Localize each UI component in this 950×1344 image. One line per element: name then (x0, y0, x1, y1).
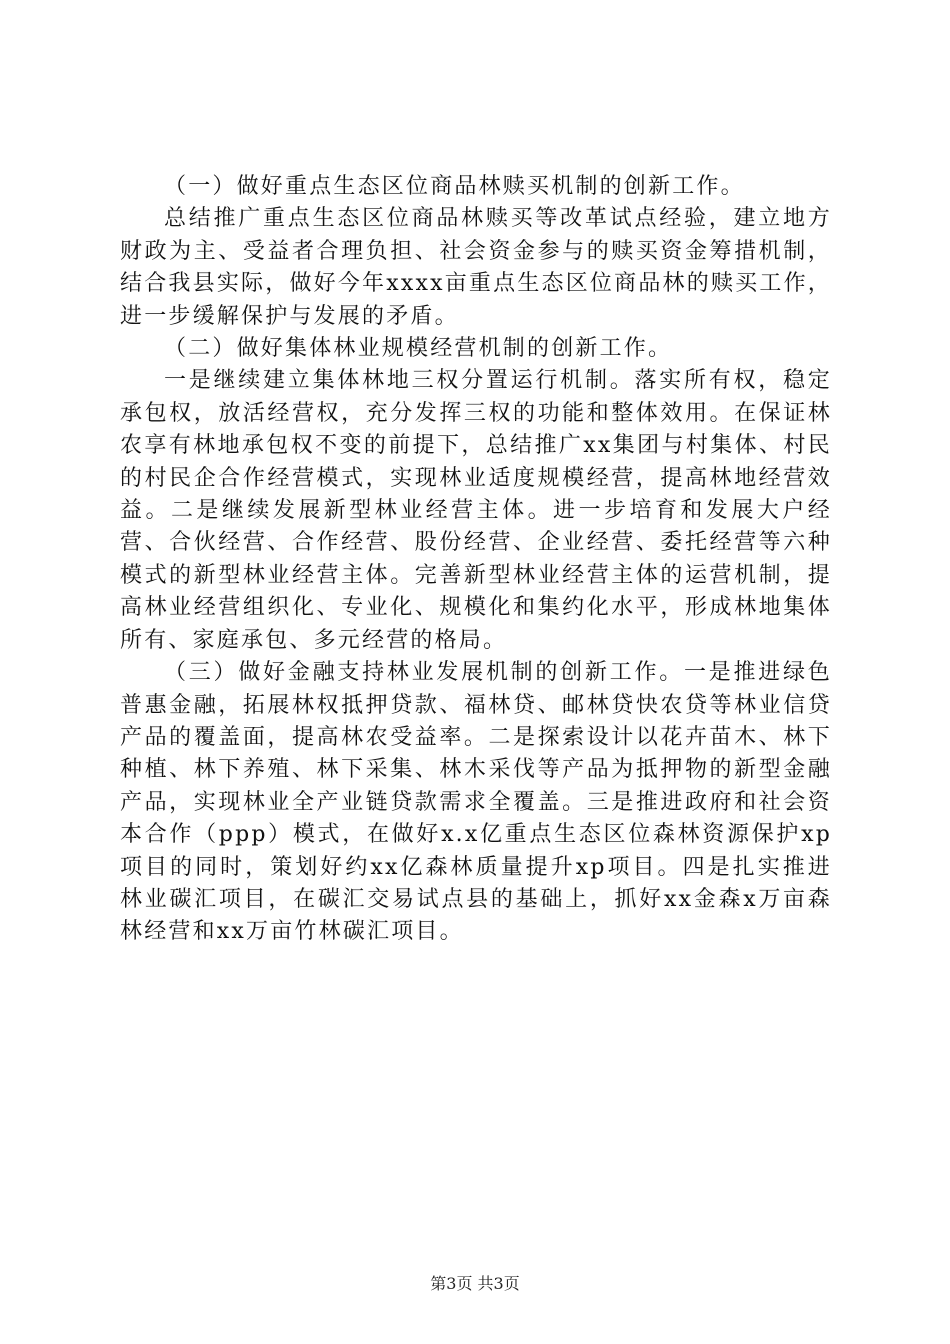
page-footer: 第3页 共3页 (430, 1274, 520, 1293)
document-body (120, 171, 832, 949)
body-paragraph-1: 总结推广重点生态区位商品林赎买等改革试点经验，建立地方财政为主、受益者合理负担、社会资金参与的赎买资金筹措机制，结合我县实际，做好今年xxxx亩重点生态区位商品林的赎买工作，进一步缓解保护与发展的矛盾。 (120, 206, 832, 329)
section-heading-1: （一）做好重点生态区位商品林赎买机制的创新工作。 (164, 174, 745, 199)
body-paragraph-2: 一是继续建立集体林地三权分置运行机制。落实所有权，稳定承包权，放活经营权，充分发挥三权的功能和整体效用。在保证林农享有林地承包权不变的前提下，总结推广xx集团与村集体、村民的村民企合作经营模式，实现林业适度规模经营，提高林地经营效益。二是继续发展新型林业经营主体。进一步培育和发展大户经营、合伙经营、合作经营、股份经营、企业经营、委托经营等六种模式的新型林业经营主体。完善新型林业经营主体的运营机制，提高林业经营组织化、专业化、规模化和集约化水平，形成林地集体所有、家庭承包、多元经营的格局。 (120, 368, 832, 653)
section-heading-2: （二）做好集体林业规模经营机制的创新工作。 (164, 336, 673, 362)
body-paragraph-3: （三）做好金融支持林业发展机制的创新工作。一是推进绿色普惠金融，拓展林权抵押贷款、福林贷、邮林贷快农贷等林业信贷产品的覆盖面，提高林农受益率。二是探索设计以花卉苗木、林下种植、林下养殖、林下采集、林木采伐等产品为抵押物的新型金融产品，实现林业全产业链贷款需求全覆盖。三是推进政府和社会资本合作（ppp）模式，在做好x.x亿重点生态区位森林资源保护xp项目的同时，策划好约xx亿森林质量提升xp项目。四是扎实推进林业碳汇项目，在碳汇交易试点县的基础上，抓好xx金森x万亩森林经营和xx万亩竹林碳汇项目。 (120, 660, 832, 945)
